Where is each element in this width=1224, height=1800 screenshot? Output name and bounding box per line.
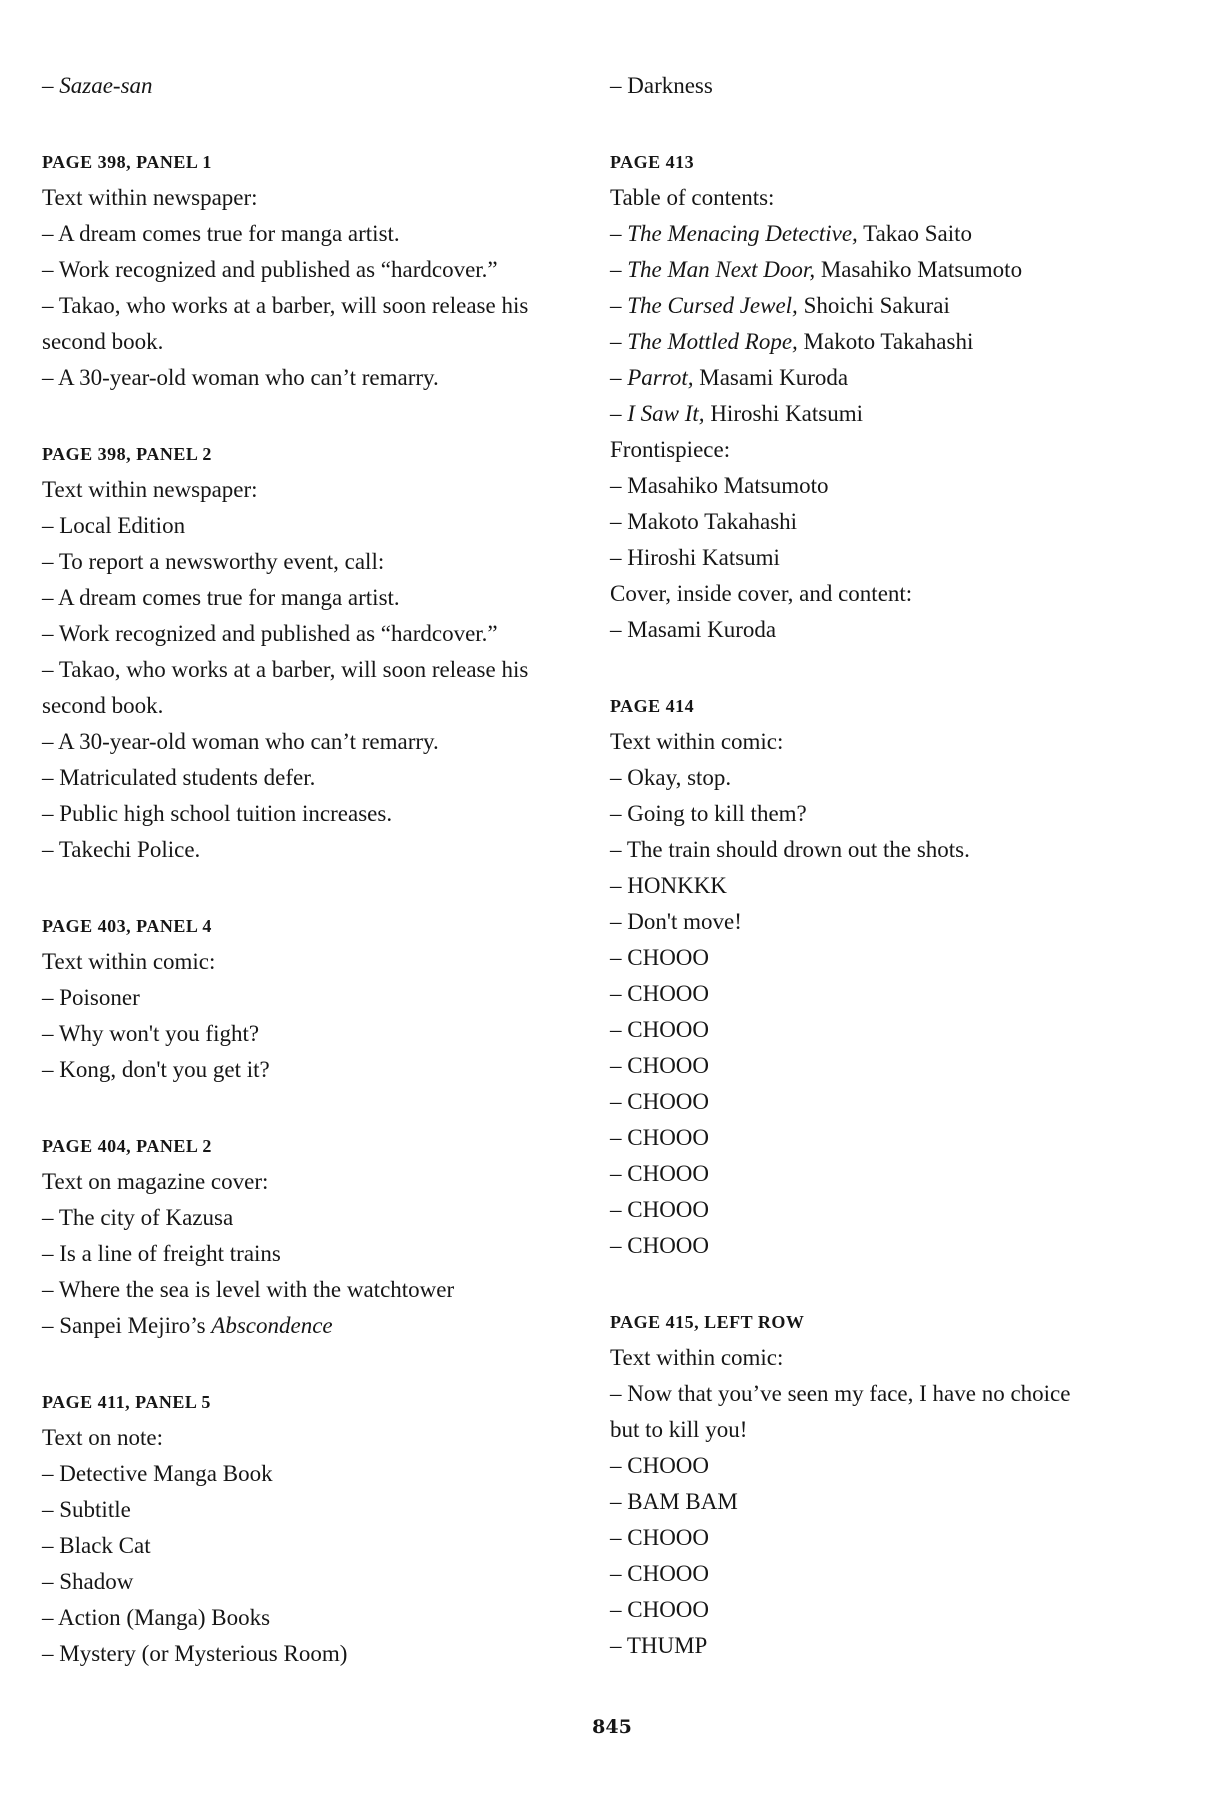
- line-text: second book.: [42, 693, 164, 718]
- line-text: – Makoto Takahashi: [610, 509, 798, 534]
- text-line: [42, 216, 582, 252]
- line-text: – Work recognized and published as “hardcover.”: [42, 257, 498, 282]
- text-line: [42, 324, 582, 360]
- line-text: – Why won't you fight?: [42, 1021, 260, 1046]
- text-line: [42, 544, 582, 580]
- text-line: [610, 432, 1150, 468]
- text-line: [42, 944, 582, 980]
- line-text: – Sanpei Mejiro’s: [42, 1313, 212, 1338]
- text-line: [42, 1636, 582, 1672]
- text-line: [610, 1628, 1150, 1664]
- text-line: [42, 1528, 582, 1564]
- line-text: Frontispiece:: [610, 437, 731, 462]
- section-heading: PAGE 414: [610, 696, 695, 716]
- line-text: – CHOOO: [610, 945, 710, 970]
- text-line: [610, 1084, 1150, 1120]
- text-line: [610, 252, 1150, 288]
- line-text: – CHOOO: [610, 1053, 710, 1078]
- italic-title: I Saw It,: [627, 401, 705, 426]
- line-text: – Local Edition: [42, 513, 186, 538]
- text-line: [610, 504, 1150, 540]
- line-text: – Where the sea is level with the watchtower: [42, 1277, 455, 1302]
- text-line: [42, 180, 582, 216]
- text-line: [42, 616, 582, 652]
- line-text: – Shadow: [42, 1569, 134, 1594]
- text-line: [610, 1520, 1150, 1556]
- section-heading: PAGE 398, PANEL 1: [42, 152, 212, 172]
- line-text: – Darkness: [610, 73, 713, 98]
- line-text: –: [610, 221, 628, 246]
- text-line: [42, 796, 582, 832]
- line-text: second book.: [42, 329, 164, 354]
- line-text: – A 30-year-old woman who can’t remarry.: [42, 365, 439, 390]
- line-text: – CHOOO: [610, 1561, 710, 1586]
- line-text: –: [610, 365, 628, 390]
- line-text: –: [42, 73, 60, 98]
- text-line: [610, 396, 1150, 432]
- text-line: [610, 1048, 1150, 1084]
- line-text: – Masahiko Matsumoto: [610, 473, 829, 498]
- text-line: [42, 252, 582, 288]
- section-heading: PAGE 411, PANEL 5: [42, 1392, 211, 1412]
- section-heading: PAGE 398, PANEL 2: [42, 444, 212, 464]
- text-line: [610, 1592, 1150, 1628]
- line-text: Masami Kuroda: [693, 365, 849, 390]
- text-line: [610, 324, 1150, 360]
- text-line: [610, 1228, 1150, 1264]
- text-line: [610, 868, 1150, 904]
- text-line: [610, 1120, 1150, 1156]
- text-line: [610, 360, 1150, 396]
- text-line: [610, 180, 1150, 216]
- line-text: – CHOOO: [610, 1597, 710, 1622]
- italic-title: Abscondence: [211, 1313, 333, 1338]
- text-line: [42, 508, 582, 544]
- italic-title: Parrot,: [627, 365, 694, 390]
- line-text: – CHOOO: [610, 1233, 710, 1258]
- line-text: Text within comic:: [42, 949, 216, 974]
- text-line: [42, 68, 582, 104]
- line-text: – Is a line of freight trains: [42, 1241, 281, 1266]
- line-text: – A dream comes true for manga artist.: [42, 221, 400, 246]
- line-text: – Don't move!: [610, 909, 742, 934]
- text-line: [42, 760, 582, 796]
- text-line: [610, 976, 1150, 1012]
- line-text: – CHOOO: [610, 1453, 710, 1478]
- line-text: – Takao, who works at a barber, will soon release his: [42, 657, 529, 682]
- text-line: [610, 468, 1150, 504]
- text-line: [42, 580, 582, 616]
- line-text: Cover, inside cover, and content:: [610, 581, 913, 606]
- text-line: [42, 1492, 582, 1528]
- line-text: Makoto Takahashi: [797, 329, 974, 354]
- line-text: – A dream comes true for manga artist.: [42, 585, 400, 610]
- line-text: – Masami Kuroda: [610, 617, 777, 642]
- line-text: Text within newspaper:: [42, 477, 258, 502]
- left-column: [42, 68, 582, 1672]
- line-text: Hiroshi Katsumi: [704, 401, 864, 426]
- line-text: – Mystery (or Mysterious Room): [42, 1641, 348, 1666]
- text-line: [610, 288, 1150, 324]
- line-text: – CHOOO: [610, 981, 710, 1006]
- section-heading: PAGE 404, PANEL 2: [42, 1136, 212, 1156]
- text-line: [42, 1272, 582, 1308]
- line-text: – CHOOO: [610, 1525, 710, 1550]
- section-heading: PAGE 415, LEFT ROW: [610, 1312, 805, 1332]
- line-text: – Now that you’ve seen my face, I have no choice: [610, 1381, 1071, 1406]
- line-text: Text within comic:: [610, 729, 784, 754]
- line-text: – Black Cat: [42, 1533, 151, 1558]
- line-text: – Takao, who works at a barber, will soon release his: [42, 293, 529, 318]
- line-text: –: [610, 293, 628, 318]
- text-line: [610, 1376, 1150, 1412]
- text-line: [610, 68, 1150, 104]
- line-text: – A 30-year-old woman who can’t remarry.: [42, 729, 439, 754]
- text-line: [42, 1236, 582, 1272]
- line-text: – CHOOO: [610, 1125, 710, 1150]
- text-line: [42, 472, 582, 508]
- italic-title: The Man Next Door,: [627, 257, 816, 282]
- text-line: [610, 216, 1150, 252]
- text-line: [610, 576, 1150, 612]
- line-text: Text on note:: [42, 1425, 164, 1450]
- line-text: Text on magazine cover:: [42, 1169, 269, 1194]
- text-line: [42, 832, 582, 868]
- line-text: – Hiroshi Katsumi: [610, 545, 780, 570]
- text-line: [42, 1600, 582, 1636]
- line-text: – THUMP: [610, 1633, 708, 1658]
- text-line: [610, 940, 1150, 976]
- line-text: – Public high school tuition increases.: [42, 801, 393, 826]
- text-line: [610, 760, 1150, 796]
- text-line: [42, 1456, 582, 1492]
- text-line: [42, 1420, 582, 1456]
- line-text: – The city of Kazusa: [42, 1205, 234, 1230]
- line-text: but to kill you!: [610, 1417, 748, 1442]
- italic-title: Sazae-san: [59, 73, 153, 98]
- line-text: – BAM BAM: [610, 1489, 738, 1514]
- text-line: [610, 904, 1150, 940]
- text-line: [610, 612, 1150, 648]
- line-text: – Kong, don't you get it?: [42, 1057, 270, 1082]
- text-line: [610, 832, 1150, 868]
- text-line: [42, 724, 582, 760]
- text-line: [42, 980, 582, 1016]
- line-text: Text within comic:: [610, 1345, 784, 1370]
- text-line: [42, 652, 582, 688]
- line-text: – Matriculated students defer.: [42, 765, 316, 790]
- line-text: – Takechi Police.: [42, 837, 201, 862]
- italic-title: The Menacing Detective,: [627, 221, 858, 246]
- italic-title: The Mottled Rope,: [627, 329, 798, 354]
- line-text: – Subtitle: [42, 1497, 131, 1522]
- text-line: [42, 1016, 582, 1052]
- line-text: – To report a newsworthy event, call:: [42, 549, 385, 574]
- text-line: [42, 1052, 582, 1088]
- line-text: Shoichi Sakurai: [797, 293, 950, 318]
- line-text: – CHOOO: [610, 1017, 710, 1042]
- text-line: [610, 1484, 1150, 1520]
- section-heading: PAGE 403, PANEL 4: [42, 916, 212, 936]
- text-line: [42, 288, 582, 324]
- text-line: [610, 1556, 1150, 1592]
- text-line: [610, 1340, 1150, 1376]
- text-line: [610, 1012, 1150, 1048]
- line-text: – Action (Manga) Books: [42, 1605, 271, 1630]
- text-line: [610, 540, 1150, 576]
- text-line: [42, 1308, 582, 1344]
- text-line: [610, 1412, 1150, 1448]
- line-text: Masahiko Matsumoto: [815, 257, 1023, 282]
- section-heading: PAGE 413: [610, 152, 695, 172]
- text-line: [42, 1200, 582, 1236]
- line-text: Text within newspaper:: [42, 185, 258, 210]
- line-text: – CHOOO: [610, 1089, 710, 1114]
- italic-title: The Cursed Jewel,: [627, 293, 798, 318]
- text-line: [42, 1564, 582, 1600]
- text-line: [610, 796, 1150, 832]
- line-text: Takao Saito: [857, 221, 973, 246]
- line-text: –: [610, 329, 628, 354]
- line-text: –: [610, 401, 628, 426]
- text-line: [42, 360, 582, 396]
- text-line: [610, 1448, 1150, 1484]
- line-text: – CHOOO: [610, 1161, 710, 1186]
- line-text: – HONKKK: [610, 873, 727, 898]
- line-text: – Detective Manga Book: [42, 1461, 273, 1486]
- line-text: Table of contents:: [610, 185, 775, 210]
- text-line: [610, 724, 1150, 760]
- page-number: 845: [592, 1716, 632, 1738]
- line-text: – The train should drown out the shots.: [610, 837, 970, 862]
- line-text: – Going to kill them?: [610, 801, 807, 826]
- right-column: [610, 68, 1150, 1664]
- text-line: [610, 1156, 1150, 1192]
- line-text: – Work recognized and published as “hardcover.”: [42, 621, 498, 646]
- line-text: – Okay, stop.: [610, 765, 732, 790]
- line-text: – Poisoner: [42, 985, 140, 1010]
- text-line: [42, 688, 582, 724]
- text-line: [610, 1192, 1150, 1228]
- line-text: – CHOOO: [610, 1197, 710, 1222]
- line-text: –: [610, 257, 628, 282]
- text-line: [42, 1164, 582, 1200]
